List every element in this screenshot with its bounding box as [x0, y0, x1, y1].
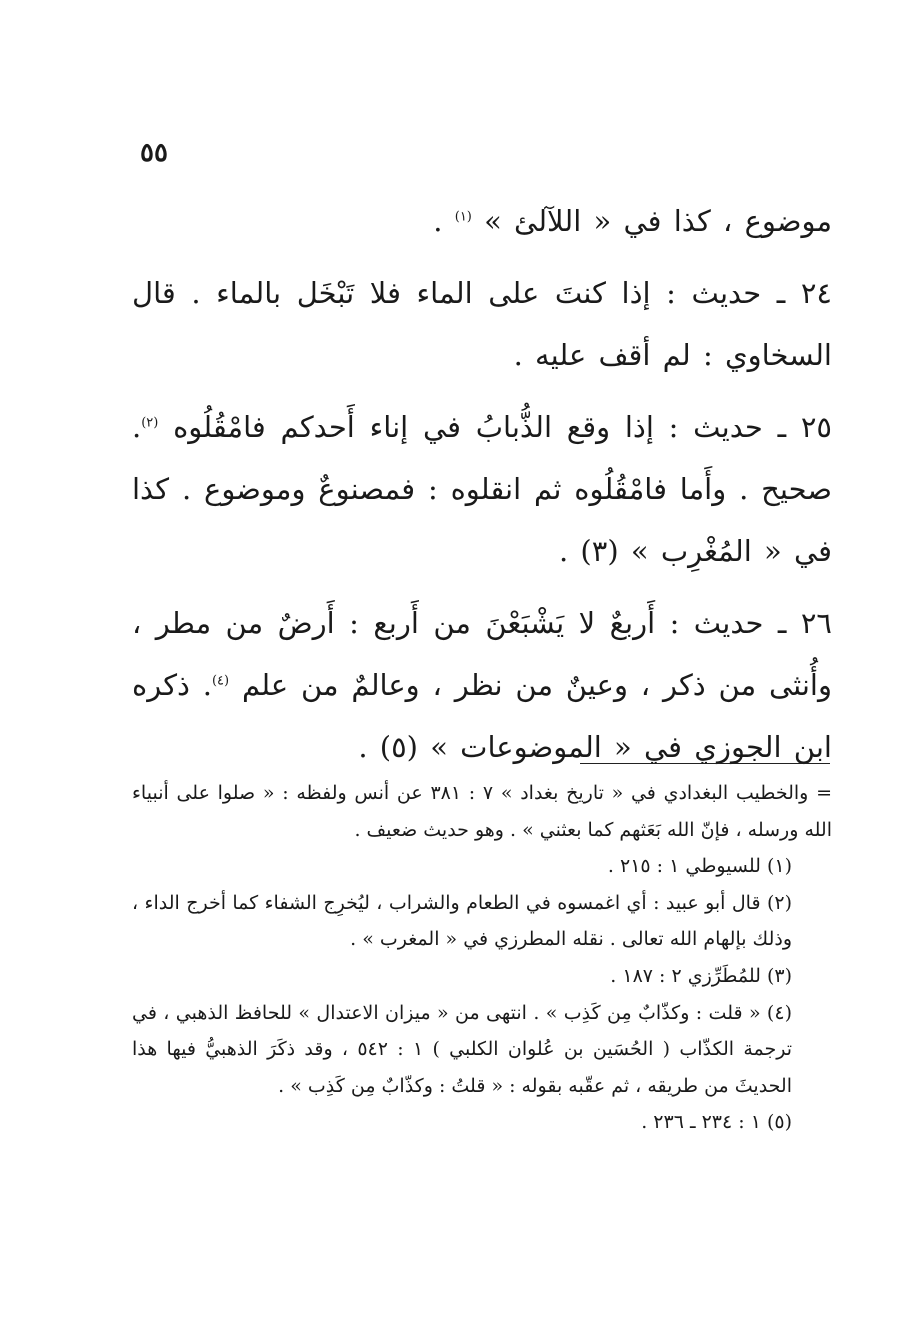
paragraph-1-tail: .	[433, 204, 455, 238]
paragraph-1-text: موضوع ، كذا في « اللآلئ »	[484, 204, 832, 238]
page-number: ٥٥	[140, 138, 168, 168]
hadith-26-tail: . ذكره ابن الجوزي في « الموضوعات » (٥) .	[132, 668, 832, 764]
hadith-24	[132, 262, 832, 386]
footnote-2: (٢) قال أبو عبيد : أي اغمسوه في الطعام والشراب ، ليُخرِج الشفاء كما أخرج الداء ، وذلك بإلهام الله تعالى . نقله المطرزي في « المغرب » .	[132, 891, 792, 951]
hadith-25	[132, 396, 832, 582]
main-text	[132, 190, 832, 788]
footnote-3: (٣) للمُطَرِّزي ٢ : ١٨٧ .	[610, 964, 792, 987]
footnote-continuation: = والخطيب البغدادي في « تاريخ بغداد » ٧ : ٣٨١ عن أنس ولفظه : « صلوا على أنبياء الله ورسله ، فإنّ الله بَعَثهم كما بعثني » . وهو حديث ضعيف .	[132, 782, 832, 841]
hadith-26-text: ٢٦ ـ حديث : أَربعٌ لا يَشْبَعْنَ من أَربع : أَرضٌ من مطر ، وأُنثى من ذكر ، وعينٌ من نظر ، وعالمٌ من علم	[132, 606, 832, 702]
footnote-5: (٥) ١ : ٢٣٤ ـ ٢٣٦ .	[641, 1111, 792, 1134]
footnote-ref-2: (٢)	[141, 415, 159, 431]
footnote-ref-1: (١)	[454, 209, 472, 225]
paragraph-1	[132, 190, 832, 252]
footnote-ref-4: (٤)	[211, 673, 230, 689]
footnotes	[132, 775, 832, 1141]
hadith-26	[132, 592, 832, 778]
footnote-4: (٤) « قلت : وكذّابٌ مِن كَذِب » . انتهى من « ميزان الاعتدال » للحافظ الذهبي ، في ترجمة الكذّاب ( الحُسَين بن عُلوان الكلبي ) ١ : ٥٤٢ ، وقد ذكَرَ الذهبيُّ فيها هذا الحديثَ من طريقه ، ثم عقّبه بقوله : « قلتُ : وكذّابٌ مِن كَذِب » .	[132, 1001, 793, 1097]
hadith-25-tail: . صحيح . وأَما فامْقُلُوه ثم انقلوه : فمصنوعٌ وموضوع . كذا في « المُغْرِب » (٣) .	[132, 410, 832, 568]
footnote-separator	[580, 763, 830, 764]
hadith-25-text: ٢٥ ـ حديث : إذا وقع الذُّبابُ في إناء أَحدكم فامْقُلُوه	[173, 410, 832, 444]
hadith-24-text: ٢٤ ـ حديث : إذا كنتَ على الماء فلا تَبْخَل بالماء . قال السخاوي : لم أقف عليه .	[132, 276, 832, 372]
footnote-1: (١) للسيوطي ١ : ٢١٥ .	[607, 855, 792, 878]
